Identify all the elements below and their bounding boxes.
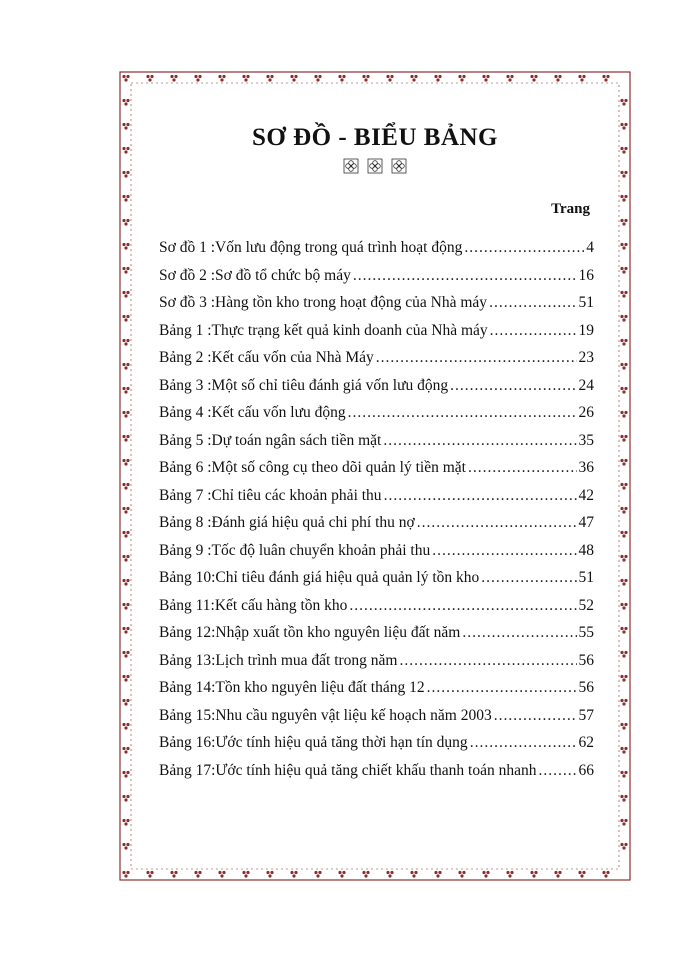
toc-entry-title: Thực trạng kết quả kinh doanh của Nhà máy [211,321,488,339]
border-flower-motif [122,699,129,706]
toc-entry-title: Ước tính hiệu quả tăng thời hạn tín dụng [215,734,468,751]
border-flower-motif [620,243,627,250]
toc-entry-label: Bảng 4 : [159,404,212,421]
toc-leader-dots [353,267,577,285]
toc-entry-page: 56 [578,679,594,696]
border-flower-motif [122,531,129,538]
toc-entry[interactable] [159,597,594,625]
toc-entry-title: Sơ đồ tổ chức bộ máy [215,266,351,284]
page-column-header: Trang [551,201,590,217]
toc-entry[interactable] [159,239,594,267]
toc-entry[interactable] [159,569,594,597]
toc-entry-label: Sơ đồ 1 : [159,239,215,256]
toc-entry-label: Bảng 11: [159,596,215,614]
border-flower-motif [338,871,345,878]
border-flower-motif [122,339,129,346]
toc-entry[interactable] [159,267,594,295]
border-flower-motif [122,99,129,106]
toc-entry-page: 4 [586,239,594,256]
toc-entry-page: 16 [578,266,594,284]
toc-entry-label: Bảng 6 : [159,459,212,476]
border-flower-motif [554,75,561,82]
toc-entry[interactable] [159,734,594,762]
border-flower-motif [506,75,513,82]
border-flower-motif [338,75,345,82]
toc-entry-title: Tốc độ luân chuyển khoản phải thu [211,541,431,559]
border-flower-motif [122,363,129,370]
border-flower-motif [530,871,537,878]
toc-entry-label: Sơ đồ 2 : [159,266,215,284]
toc-entry[interactable] [159,707,594,735]
border-flower-motif [122,771,129,778]
toc-entry-label: Bảng 1 : [159,321,212,339]
toc-entry-title: Đánh giá hiệu quả chi phí thu nợ [211,514,415,531]
border-flower-motif [620,507,627,514]
toc-leader-dots [462,624,576,642]
border-flower-motif [170,75,177,82]
border-flower-motif [620,819,627,826]
toc-entry[interactable] [159,404,594,432]
border-flower-motif [620,291,627,298]
toc-entry[interactable] [159,294,594,322]
border-flower-motif [122,291,129,298]
toc-entry-page: 48 [578,541,594,559]
border-flower-motif [266,75,273,82]
toc-entry-page: 52 [578,596,594,614]
toc-entry-label: Bảng 13: [159,651,216,669]
toc-entry-title: Kết cấu vốn của Nhà Máy [211,349,374,366]
toc-entry-page: 62 [578,734,594,751]
border-flower-motif [170,871,177,878]
border-flower-motif [122,603,129,610]
toc-entry-title: Dự toán ngân sách tiền mặt [211,431,382,449]
border-flower-motif [620,483,627,490]
border-flower-motif [122,579,129,586]
toc-entry[interactable] [159,542,594,570]
toc-entry-title: Chỉ tiêu đánh giá hiệu quả quản lý tồn kho [215,569,480,586]
toc-entry-page: 24 [578,376,594,394]
toc-leader-dots [464,239,584,257]
toc-entry[interactable] [159,459,594,487]
border-flower-motif [362,75,369,82]
border-flower-motif [602,75,609,82]
border-flower-motif [194,75,201,82]
toc-entry[interactable] [159,432,594,460]
toc-entry[interactable] [159,377,594,405]
border-flower-motif [554,871,561,878]
border-flower-motif [620,795,627,802]
toc-entry-title: Tồn kho nguyên liệu đất tháng 12 [215,679,425,696]
toc-entry-title: Nhập xuất tồn kho nguyên liệu đất năm [215,624,461,641]
border-flower-motif [122,315,129,322]
border-flower-motif [620,99,627,106]
border-flower-motif [122,723,129,730]
border-flower-motif [218,75,225,82]
toc-entry[interactable] [159,762,594,790]
border-flower-motif [620,435,627,442]
border-flower-motif [620,195,627,202]
border-flower-motif [122,411,129,418]
border-flower-motif [122,843,129,850]
toc-leader-dots [468,459,577,477]
border-flower-motif [122,747,129,754]
border-flower-motif [122,195,129,202]
toc-entry-title: Một số chỉ tiêu đánh giá vốn lưu động [211,376,449,394]
border-flower-motif [314,75,321,82]
title-ornament [118,158,632,179]
toc-entry-page: 47 [578,514,594,531]
toc-entry-label: Bảng 14: [159,679,216,696]
border-flower-motif [458,871,465,878]
border-flower-motif [620,459,627,466]
border-flower-motif [434,75,441,82]
border-flower-motif [122,555,129,562]
border-flower-motif [482,75,489,82]
border-flower-motif [620,555,627,562]
toc-entry[interactable] [159,624,594,652]
toc-leader-dots [348,404,577,422]
toc-leader-dots [349,597,576,615]
border-flower-motif [146,75,153,82]
toc-leader-dots [490,322,577,340]
toc-entry-label: Sơ đồ 3 : [159,294,215,311]
border-flower-motif [482,871,489,878]
toc-entry-label: Bảng 2 : [159,349,212,366]
toc-entry[interactable] [159,514,594,542]
border-flower-motif [266,871,273,878]
border-flower-motif [620,651,627,658]
toc-entry-label: Bảng 9 : [159,541,212,559]
toc-leader-dots [489,294,576,312]
toc-entry-page: 23 [578,349,594,366]
toc-entry-title: Vốn lưu động trong quá trình hoạt động [215,239,463,256]
toc-entry-page: 56 [578,651,594,669]
border-flower-motif [386,75,393,82]
border-flower-motif [506,871,513,878]
toc-entry-title: Hàng tồn kho trong hoạt động của Nhà máy [215,294,488,311]
page-title: SƠ ĐỒ - BIỂU BẢNG [251,124,499,151]
border-flower-motif [620,339,627,346]
toc-entry-title: Ước tính hiệu quả tăng chiết khấu thanh toán nhanh [215,761,537,779]
border-flower-motif [242,871,249,878]
border-flower-motif [122,795,129,802]
border-flower-motif [314,871,321,878]
toc-entry-label: Bảng 3 : [159,376,212,394]
toc-leader-dots [470,734,577,752]
border-flower-motif [218,871,225,878]
toc-entry-label: Bảng 16: [159,734,216,751]
toc-entry-label: Bảng 5 : [159,431,212,449]
toc-entry-page: 51 [578,569,594,586]
toc-entry[interactable] [159,487,594,515]
border-flower-motif [362,871,369,878]
border-flower-motif [122,459,129,466]
border-flower-motif [434,871,441,878]
toc-entry-label: Bảng 12: [159,624,216,641]
border-flower-motif [122,483,129,490]
toc-leader-dots [432,542,576,560]
border-flower-motif [578,871,585,878]
toc-entry[interactable] [159,652,594,680]
border-flower-motif [122,871,129,878]
border-flower-motif [122,435,129,442]
toc-leader-dots [427,679,577,697]
border-flower-motif [122,267,129,274]
border-flower-motif [194,871,201,878]
border-flower-motif [122,675,129,682]
toc-entry-page: 26 [578,404,594,421]
border-flower-motif [620,675,627,682]
toc-entry[interactable] [159,322,594,350]
border-flower-motif [620,723,627,730]
toc-leader-dots [450,377,576,395]
border-flower-motif [620,531,627,538]
toc-entry-page: 66 [578,761,594,779]
border-flower-motif [122,819,129,826]
toc-leader-dots [384,487,577,505]
border-flower-motif [620,387,627,394]
table-of-contents [159,239,594,789]
toc-entry-title: Nhu cầu nguyên vật liệu kế hoạch năm 2003 [215,706,492,724]
border-flower-motif [620,411,627,418]
toc-entry-title: Lịch trình mua đất trong năm [215,651,398,669]
border-flower-motif [242,75,249,82]
flower-icon [391,158,407,174]
toc-entry-page: 42 [578,486,594,504]
toc-entry-page: 19 [578,321,594,339]
border-flower-motif [410,75,417,82]
toc-entry-label: Bảng 7 : [159,486,212,504]
toc-entry-title: Chỉ tiêu các khoản phải thu [211,486,382,504]
border-flower-motif [620,579,627,586]
border-flower-motif [290,871,297,878]
toc-leader-dots [383,432,576,450]
border-flower-motif [386,871,393,878]
toc-entry-label: Bảng 10: [159,569,216,586]
toc-entry[interactable] [159,349,594,377]
toc-entry-label: Bảng 15: [159,706,216,724]
toc-leader-dots [481,569,576,587]
toc-entry-title: Kết cấu hàng tồn kho [214,596,348,614]
flower-icon [343,158,359,174]
border-flower-motif [122,75,129,82]
border-flower-motif [122,243,129,250]
border-flower-motif [410,871,417,878]
border-flower-motif [146,871,153,878]
toc-entry-page: 36 [578,459,594,476]
toc-leader-dots [494,707,577,725]
border-flower-motif [620,363,627,370]
flower-icon [367,158,383,174]
border-flower-motif [290,75,297,82]
border-flower-motif [620,315,627,322]
border-flower-motif [620,699,627,706]
border-flower-motif [122,507,129,514]
border-flower-motif [620,771,627,778]
border-flower-motif [620,627,627,634]
border-flower-motif [122,651,129,658]
border-flower-motif [122,627,129,634]
border-flower-motif [530,75,537,82]
toc-entry[interactable] [159,679,594,707]
border-flower-motif [620,219,627,226]
toc-entry-label: Bảng 8 : [159,514,212,531]
border-flower-motif [458,75,465,82]
toc-entry-label: Bảng 17: [159,761,216,779]
toc-entry-page: 57 [578,706,594,724]
border-flower-motif [602,871,609,878]
border-flower-motif [620,267,627,274]
toc-leader-dots [400,652,577,670]
toc-entry-title: Kết cấu vốn lưu động [211,404,346,421]
toc-entry-title: Một số công cụ theo dõi quản lý tiền mặt [211,459,466,476]
border-flower-motif [620,603,627,610]
toc-entry-page: 51 [578,294,594,311]
toc-leader-dots [539,762,577,780]
border-flower-motif [122,387,129,394]
toc-leader-dots [376,349,577,367]
border-flower-motif [620,747,627,754]
border-flower-motif [122,219,129,226]
toc-entry-page: 55 [578,624,594,641]
border-flower-motif [578,75,585,82]
border-flower-motif [620,843,627,850]
toc-leader-dots [417,514,577,532]
toc-entry-page: 35 [578,431,594,449]
